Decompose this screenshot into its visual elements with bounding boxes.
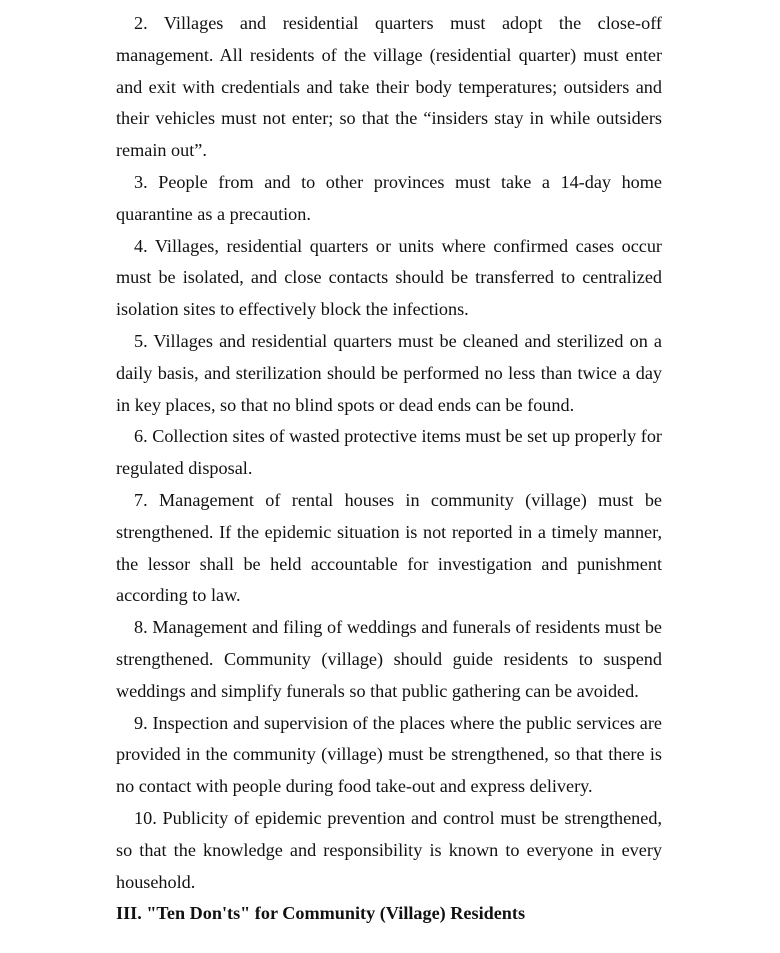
list-item-7: 7. Management of rental houses in community (village) must be strengthened. If the epidemic situation is not reported in a timely manner, the lessor shall be held accountable for investigation and punishment according to law. — [116, 489, 662, 606]
list-item-5: 5. Villages and residential quarters must be cleaned and sterilized on a daily basis, and sterilization should be performed no less than twice a day in key places, so that no blind spots or dead ends can be found. — [116, 330, 662, 415]
section-heading: III. "Ten Don'ts" for Community (Village) Residents — [116, 903, 526, 924]
list-item-6: 6. Collection sites of wasted protective items must be set up properly for regulated disposal. — [116, 426, 662, 479]
list-item-4: 4. Villages, residential quarters or units where confirmed cases occur must be isolated, and close contacts should be transferred to centralized isolation sites to effectively block the infections. — [116, 235, 662, 320]
list-item-3: 3. People from and to other provinces must take a 14-day home quarantine as a precaution. — [116, 171, 662, 224]
document-page — [116, 8, 662, 930]
list-item-2: 2. Villages and residential quarters must adopt the close-off management. All residents of the village (residential quarter) must enter and exit with credentials and take their body temperatures; outsiders and their vehicles must not enter; so that the “insiders stay in while outsiders remain out”. — [116, 13, 662, 161]
list-item-9: 9. Inspection and supervision of the places where the public services are provided in the community (village) must be strengthened, so that there is no contact with people during food take-out and express delivery. — [116, 712, 662, 797]
list-item-8: 8. Management and filing of weddings and funerals of residents must be strengthened. Community (village) should guide residents to suspend weddings and simplify funerals so that public gathering can be avoided. — [116, 617, 662, 701]
list-item-10: 10. Publicity of epidemic prevention and control must be strengthened, so that the knowledge and responsibility is known to everyone in every household. — [116, 807, 662, 892]
